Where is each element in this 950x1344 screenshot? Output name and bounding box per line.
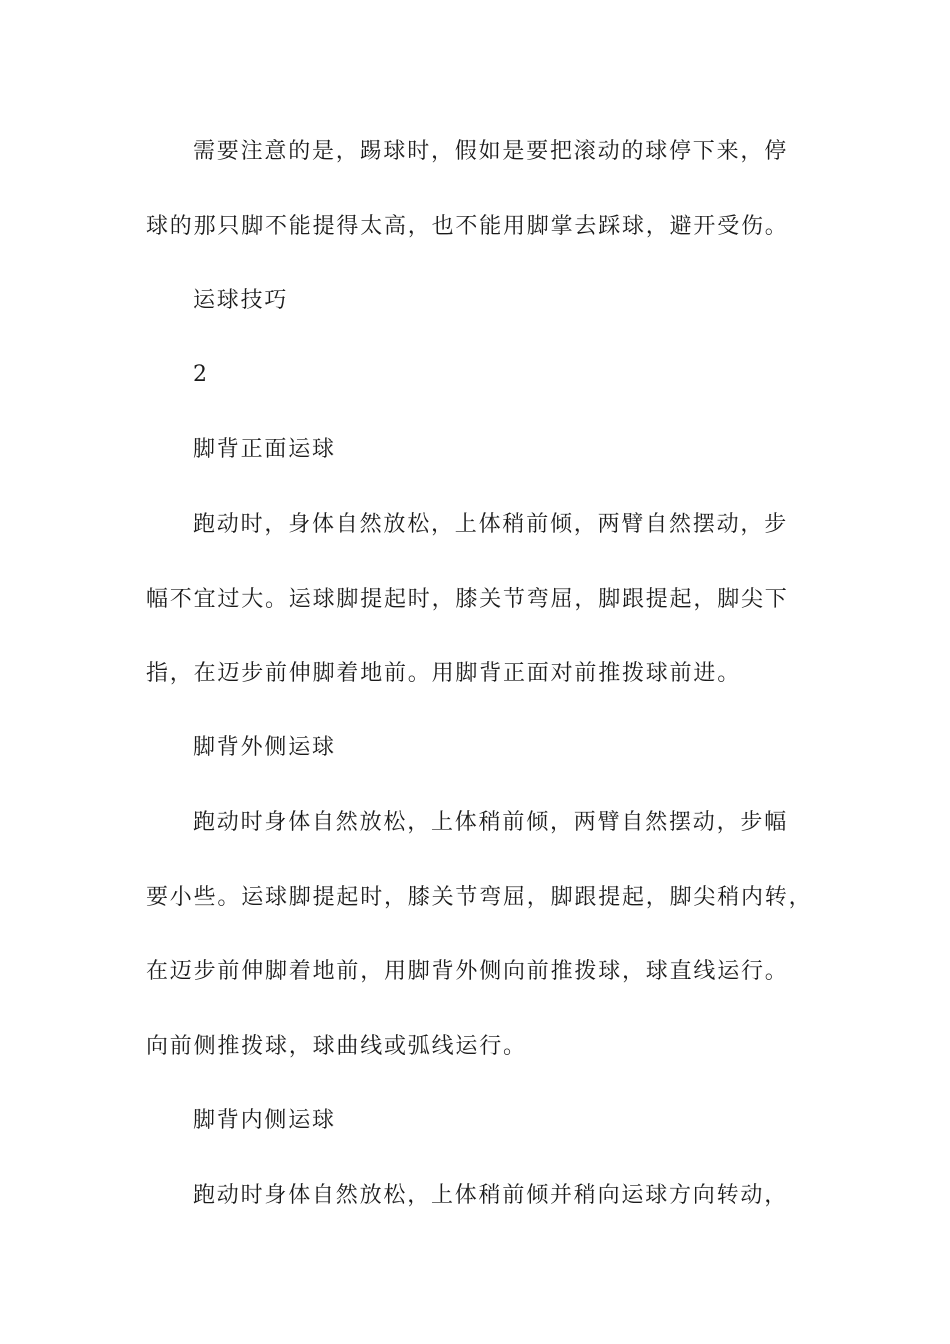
paragraph-3-line-1: 跑动时身体自然放松，上体稍前倾，两臂自然摆动，步幅 [193,810,789,835]
paragraph-4-line-1: 跑动时身体自然放松，上体稍前倾并稍向运球方向转动， [193,1183,789,1208]
paragraph-2-line-1: 跑动时，身体自然放松，上体稍前倾，两臂自然摆动，步 [193,512,789,537]
heading-instep-outside: 脚背外侧运球 [193,735,336,760]
paragraph-2-line-2: 幅不宜过大。运球脚提起时，膝关节弯屈，脚跟提起，脚尖下 [146,587,789,612]
paragraph-1-line-2: 球的那只脚不能提得太高，也不能用脚掌去踩球，避开受伤。 [146,214,789,239]
paragraph-3-line-4: 向前侧推拨球，球曲线或弧线运行。 [146,1034,527,1059]
heading-dribbling-skills: 运球技巧 [193,288,289,313]
paragraph-3-line-2: 要小些。运球脚提起时，膝关节弯屈，脚跟提起，脚尖稍内转， [146,885,813,910]
section-number: 2 [193,362,209,387]
paragraph-3-line-3: 在迈步前伸脚着地前，用脚背外侧向前推拨球，球直线运行。 [146,959,789,984]
heading-instep-inside: 脚背内侧运球 [193,1108,336,1133]
paragraph-1-line-1: 需要注意的是，踢球时，假如是要把滚动的球停下来，停 [193,139,789,164]
paragraph-2-line-3: 指，在迈步前伸脚着地前。用脚背正面对前推拨球前进。 [146,661,742,686]
heading-instep-front: 脚背正面运球 [193,437,336,462]
